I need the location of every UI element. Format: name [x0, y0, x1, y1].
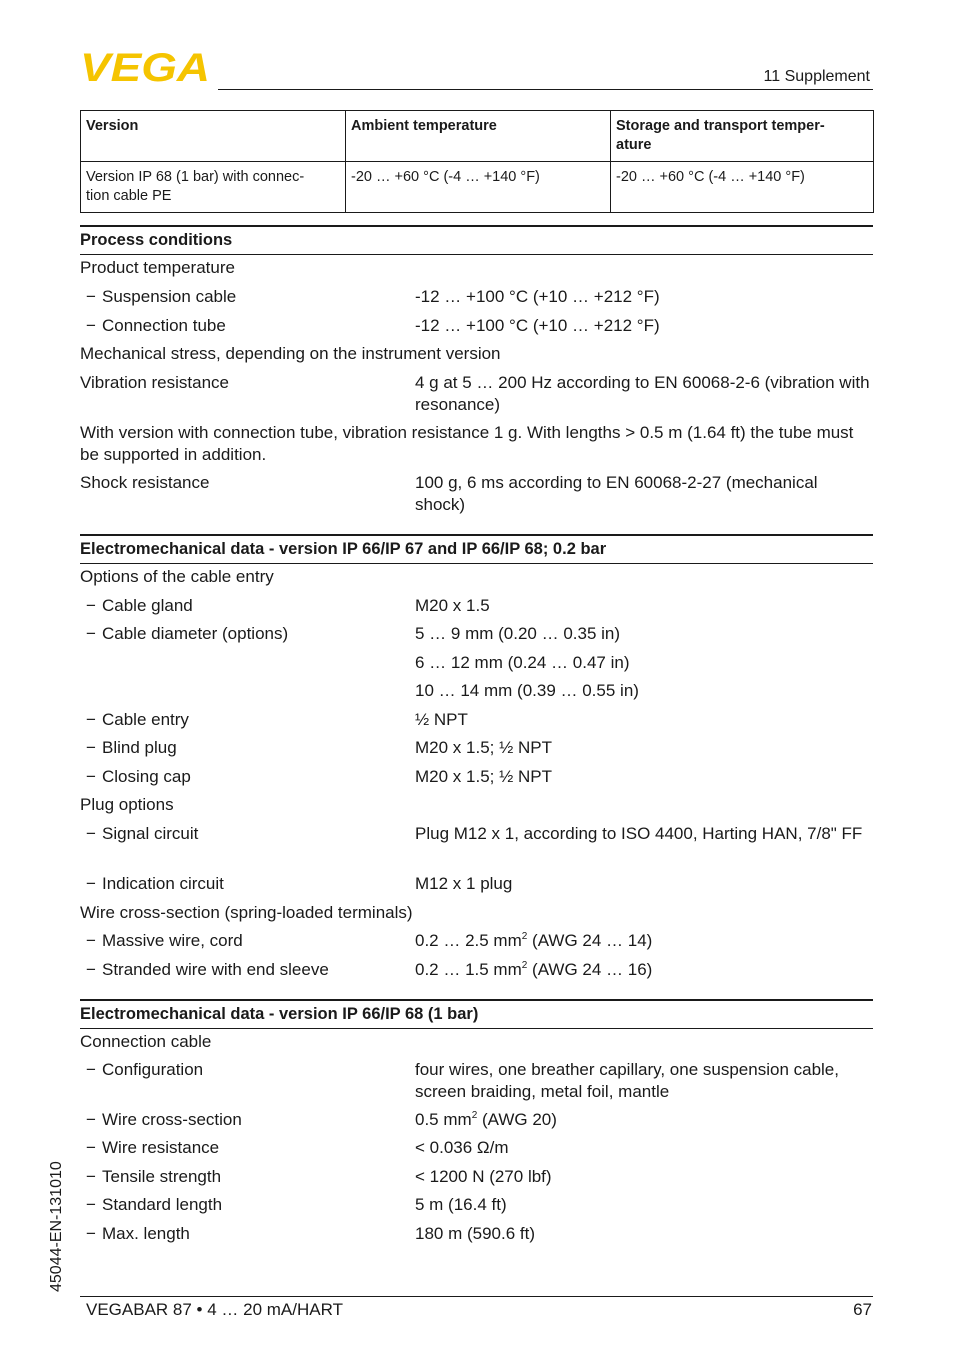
spec-value: ½ NPT — [415, 710, 468, 729]
spec-value: 6 … 12 mm (0.24 … 0.47 in) — [415, 653, 630, 672]
spec-row — [80, 1194, 873, 1223]
spec-row — [80, 372, 873, 422]
storage-header-a: Storage and transport temper- — [616, 118, 825, 134]
spec-row — [80, 595, 873, 623]
spec-row — [80, 1223, 873, 1251]
footer-product: VEGABAR 87 • 4 … 20 mA/HART — [86, 1300, 343, 1319]
spec-row — [80, 1166, 873, 1194]
spec-label: − Indication circuit — [86, 874, 224, 893]
spec-label: − Cable gland — [86, 596, 193, 615]
spec-label: − Blind plug — [86, 738, 177, 757]
temperature-table — [80, 110, 874, 213]
process-conditions-section — [80, 225, 873, 522]
spec-value: 10 … 14 mm (0.39 … 0.55 in) — [415, 681, 639, 700]
spec-row — [80, 737, 873, 766]
spec-value: < 1200 N (270 lbf) — [415, 1167, 552, 1186]
header-rule — [218, 89, 873, 90]
spec-row — [80, 959, 873, 987]
spec-label: − Max. length — [86, 1224, 190, 1243]
section-label: 11 Supplement — [763, 68, 870, 85]
spec-row — [80, 472, 873, 522]
spec-label: − Wire cross-section — [86, 1110, 242, 1129]
spec-row — [80, 823, 873, 873]
section-heading: Electromechanical data - version IP 66/IP 68 (1 bar) — [80, 999, 873, 1029]
table-cell: -20 … +60 °C (-4 … +140 °F) — [611, 162, 874, 213]
spec-row — [80, 566, 873, 595]
spec-label: Product temperature — [80, 258, 235, 277]
page-number: 67 — [853, 1300, 872, 1319]
section-heading: Electromechanical data - version IP 66/IP 67 and IP 66/IP 68; 0.2 bar — [80, 534, 873, 564]
spec-row — [80, 1109, 873, 1137]
spec-label: − Suspension cable — [86, 287, 237, 306]
storage-header-b: ature — [616, 137, 652, 153]
spec-value: M12 x 1 plug — [415, 874, 513, 893]
spec-label: − Closing cap — [86, 767, 191, 786]
spec-value: Plug M12 x 1, according to ISO 4400, Harting HAN, 7/8" FF — [415, 824, 863, 843]
spec-label: − Cable entry — [86, 710, 189, 729]
spec-label: Shock resistance — [80, 473, 210, 492]
spec-label: − Configuration — [86, 1060, 204, 1079]
spec-row — [80, 680, 873, 709]
table-row — [81, 162, 874, 213]
spec-label: Wire cross-section (spring-loaded terminals) — [80, 903, 413, 922]
spec-row — [80, 902, 873, 930]
spec-row — [80, 1137, 873, 1166]
spec-value: 5 … 9 mm (0.20 … 0.35 in) — [415, 624, 621, 643]
spec-value: M20 x 1.5; ½ NPT — [415, 767, 552, 786]
spec-row — [80, 286, 873, 315]
footer-rule — [80, 1296, 873, 1297]
document-code: 45044-EN-131010 — [48, 1161, 65, 1292]
spec-row — [80, 873, 873, 902]
spec-label: − Wire resistance — [86, 1138, 220, 1157]
spec-value: 180 m (590.6 ft) — [415, 1224, 536, 1243]
spec-row — [80, 315, 873, 343]
spec-value: < 0.036 Ω/m — [415, 1138, 509, 1157]
spec-row — [80, 709, 873, 737]
table-header-cell: Version — [81, 111, 346, 162]
spec-value: 0.2 … 2.5 $mm^2$ (AWG 24 … 14) — [415, 931, 653, 950]
spec-value: -12 … +100 °C (+10 … +212 °F) — [415, 287, 660, 306]
spec-label: − Signal circuit — [86, 824, 199, 843]
spec-row — [80, 766, 873, 794]
spec-label: Options of the cable entry — [80, 567, 274, 586]
spec-value: -12 … +100 °C (+10 … +212 °F) — [415, 316, 660, 335]
spec-label: Plug options — [80, 795, 174, 814]
logo-text: VEGA — [80, 50, 210, 84]
table-header-row — [81, 111, 874, 162]
version-cell-a: Version IP 68 (1 bar) with connec- — [86, 169, 305, 185]
spec-label: Mechanical stress, depending on the instrument version — [80, 344, 501, 363]
spec-row — [80, 930, 873, 959]
spec-label: − Standard length — [86, 1195, 223, 1214]
spec-label: − Connection tube — [86, 316, 226, 335]
spec-value: 0.2 … 1.5 $mm^2$ (AWG 24 … 16) — [415, 960, 653, 979]
spec-value: M20 x 1.5; ½ NPT — [415, 738, 552, 757]
spec-value: four wires, one breather capillary, one suspension cable, screen braiding, metal foil, mantle — [415, 1060, 839, 1101]
table-cell — [81, 162, 346, 213]
spec-value: 4 g at 5 … 200 Hz according to EN 60068-2-6 (vibration with resonance) — [415, 373, 870, 414]
table-header-cell — [611, 111, 874, 162]
spec-note: With version with connection tube, vibration resistance 1 g. With lengths > 0.5 m (1.64 ft) the tube must be supported in addition. — [80, 423, 854, 464]
electromechanical-section-2 — [80, 999, 873, 1251]
version-cell-b: tion cable PE — [86, 188, 172, 204]
spec-row — [80, 343, 873, 372]
spec-value: 0.5 $mm^2$ (AWG 20) — [415, 1110, 557, 1129]
spec-value: 5 m (16.4 ft) — [415, 1195, 507, 1214]
spec-row — [80, 794, 873, 823]
table-header-cell: Ambient temperature — [346, 111, 611, 162]
spec-label: Vibration resistance — [80, 373, 229, 392]
spec-row — [80, 623, 873, 652]
spec-row — [80, 1059, 873, 1109]
spec-label: − Massive wire, cord — [86, 931, 243, 950]
spec-label: − Cable diameter (options) — [86, 624, 289, 643]
spec-label: − Tensile strength — [86, 1167, 222, 1186]
electromechanical-section-1 — [80, 534, 873, 987]
spec-label: − Stranded wire with end sleeve — [86, 960, 329, 979]
spec-row — [80, 257, 873, 286]
table-cell: -20 … +60 °C (-4 … +140 °F) — [346, 162, 611, 213]
spec-row — [80, 1031, 873, 1059]
spec-value: M20 x 1.5 — [415, 596, 490, 615]
spec-label: Connection cable — [80, 1032, 212, 1051]
section-heading: Process conditions — [80, 225, 873, 255]
vega-logo — [80, 50, 212, 84]
spec-value: 100 g, 6 ms according to EN 60068-2-27 (mechanical shock) — [415, 473, 818, 514]
spec-row — [80, 652, 873, 680]
